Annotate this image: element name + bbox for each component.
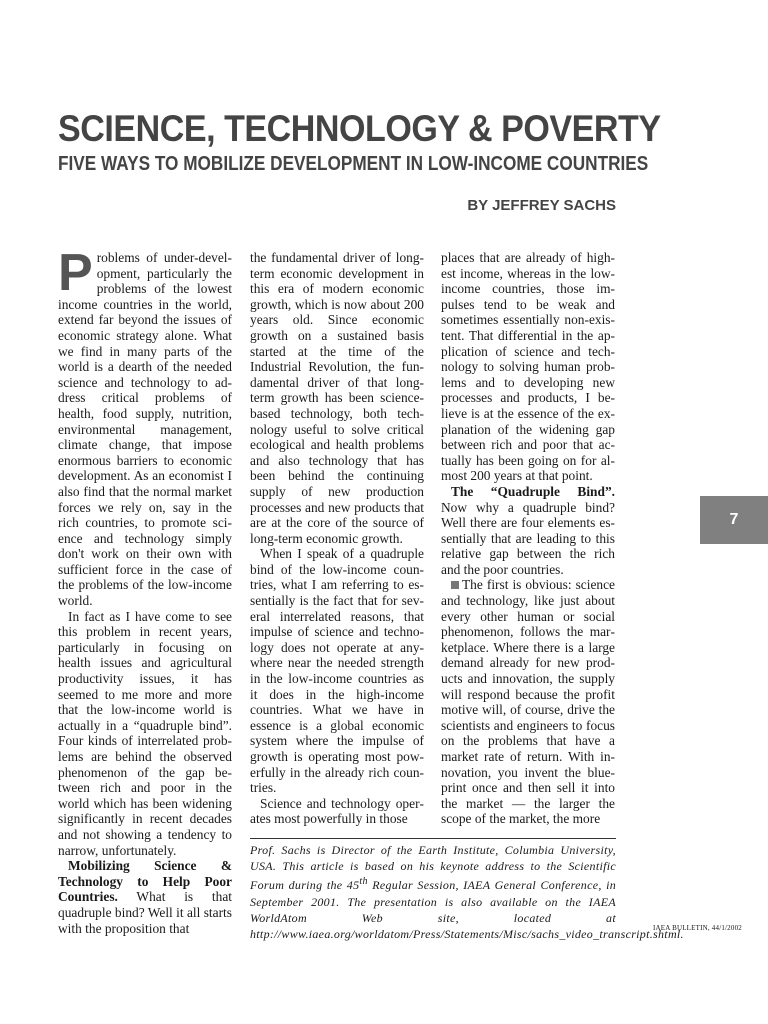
- section-heading: The “Quadruple Bind”.: [451, 483, 615, 499]
- paragraph: In fact as I have come to see this problem in recent years, particularly in focusing on health issues and agricultural productivity issues, it has seemed to me more and more that the low-income world is actually in a “quadruple bind”. Four kinds of interrelated problems are behind the observed phenomenon of the gap between rich and poor in the world which has been widening significantly in recent decades and not showing a tendency to narrow, unfortunately.: [58, 608, 232, 858]
- article-subtitle: FIVE WAYS TO MOBILIZE DEVELOPMENT IN LOW-INCOME COUNTRIES: [58, 153, 649, 175]
- paragraph: [58, 244, 232, 609]
- running-footer: IAEA BULLETIN, 44/1/2002: [653, 924, 742, 932]
- paragraph: When I speak of a quadruple bind of the low-income countries, what I am referring to essentially is the fact that for several interrelated reasons, that impulse of science and technology does not operate at anywhere near the needed strength in the low-income countries as it does in the high-income countries. What we have in essence is a global economic system where the impulse of growth is operating most powerfully in the already rich countries.: [250, 546, 424, 796]
- paragraph: Science and technology operates most powerfully in those: [250, 795, 424, 827]
- paragraph: [441, 484, 615, 578]
- body-column-3: [441, 250, 615, 827]
- paragraph-text: The first is obvious: science and technology, like just about every other human or social phenomenon, follows the marketplace. Where there is a large demand already for new products and innovation, the supply will respond because the profit motive will, of course, drive the scientists and engineers to focus on the problems that have a market rate of return. With innovation, you invent the blueprint once and then sell it into the market — the larger the scope of the market, the more: [441, 577, 615, 827]
- section-heading: Mobilizing Science & Technology to Help Poor Countries.: [58, 858, 232, 905]
- body-column-2: [250, 250, 424, 827]
- author-footnote: Prof. Sachs is Director of the Earth Institute, Columbia University, USA. This article is based on his keynote address to the Scientific Forum during the 45th Regular Session, IAEA General Conference, in September 2001. The presentation is also available on the IAEA WorldAtom Web site, located at http://www.iaea.org/worldatom/Press/Statements/Misc/sachs_video_transcript.shtml.: [250, 838, 616, 942]
- paragraph: [441, 577, 615, 827]
- body-column-1: [58, 244, 232, 936]
- article-title: SCIENCE, TECHNOLOGY & POVERTY: [58, 108, 661, 149]
- page-number-tab: 7: [700, 496, 768, 544]
- byline: BY JEFFREY SACHS: [467, 197, 616, 214]
- paragraph-text: roblems of under-development, particularly the problems of the lowest income countries in the world, extend far beyond the issues of economic strategy alone. What we find in many parts of the world is a dearth of the needed science and technology to address critical problems of health, food supply, nutrition, environmental management, climate change, that impose enormous barriers to economic development. As an economist I also find that the normal market forces we rely on, say in the rich countries, to promote science and technology simply don't work on their own with sufficient force in the case of the problems of the low-income world.: [58, 250, 232, 609]
- paragraph: the fundamental driver of long-term economic development in this era of modern economic growth, which is now about 200 years old. Since economic growth on a sustained basis started at the time of the Industrial Revolution, the fundamental driver of that long-term growth has been science-based technology, both technology useful to solve critical ecological and health problems and also technology that has been behind the continuing supply of new production processes and new products that are at the core of the source of long-term economic growth.: [250, 250, 424, 546]
- square-bullet-icon: [451, 581, 459, 589]
- paragraph-text: What is that quadruple bind? Well it all starts with the proposition that: [58, 889, 232, 936]
- drop-cap: P: [58, 244, 93, 302]
- paragraph: [58, 858, 232, 936]
- paragraph-text: Now why a quadruple bind? Well there are four elements essentially that are leading to this relative gap between the rich and the poor countries.: [441, 499, 615, 577]
- paragraph: places that are already of highest income, whereas in the low-income countries, those impulses tend to be weak and sometimes essentially non-existent. That differential in the application of science and technology to solving human problems and to developing new processes and products, I believe is at the essence of the explanation of the widening gap between rich and poor that actually has been going on for almost 200 years at that point.: [441, 250, 615, 484]
